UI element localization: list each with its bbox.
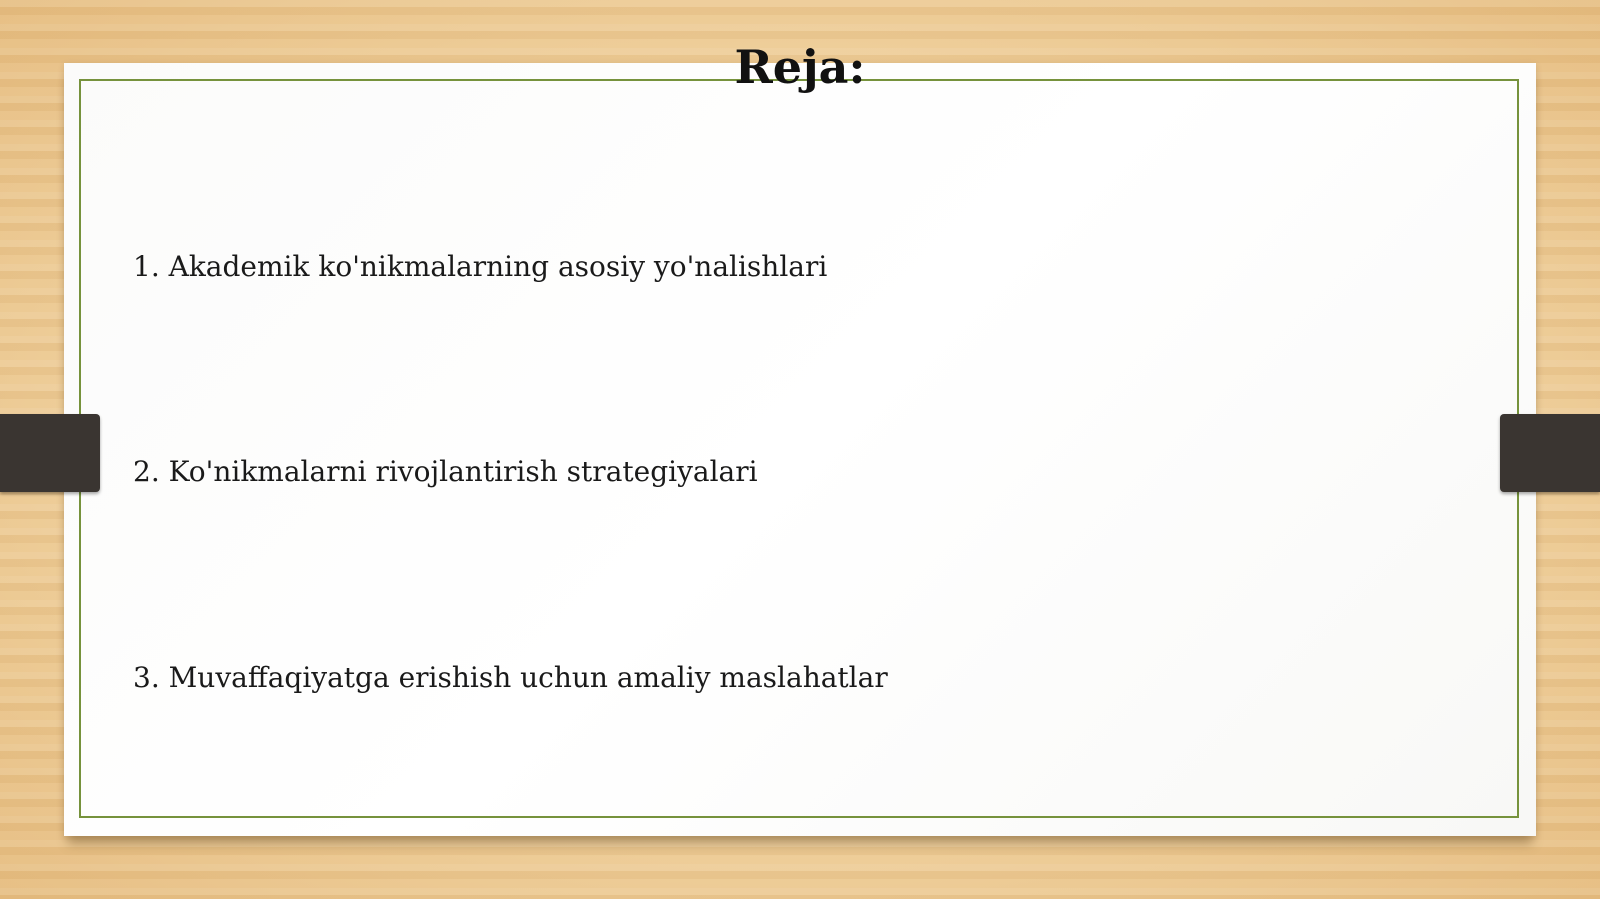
slide-title: Reja: [734,40,866,94]
left-clip [0,414,100,492]
plan-item-1: 1. Akademik ko'nikmalarning asosiy yo'nalishlari [133,250,828,283]
slide-frame-border [79,79,1519,818]
right-clip [1500,414,1600,492]
plan-item-2: 2. Ko'nikmalarni rivojlantirish strategiyalari [133,455,758,488]
plan-item-3: 3. Muvaffaqiyatga erishish uchun amaliy maslahatlar [133,661,888,694]
